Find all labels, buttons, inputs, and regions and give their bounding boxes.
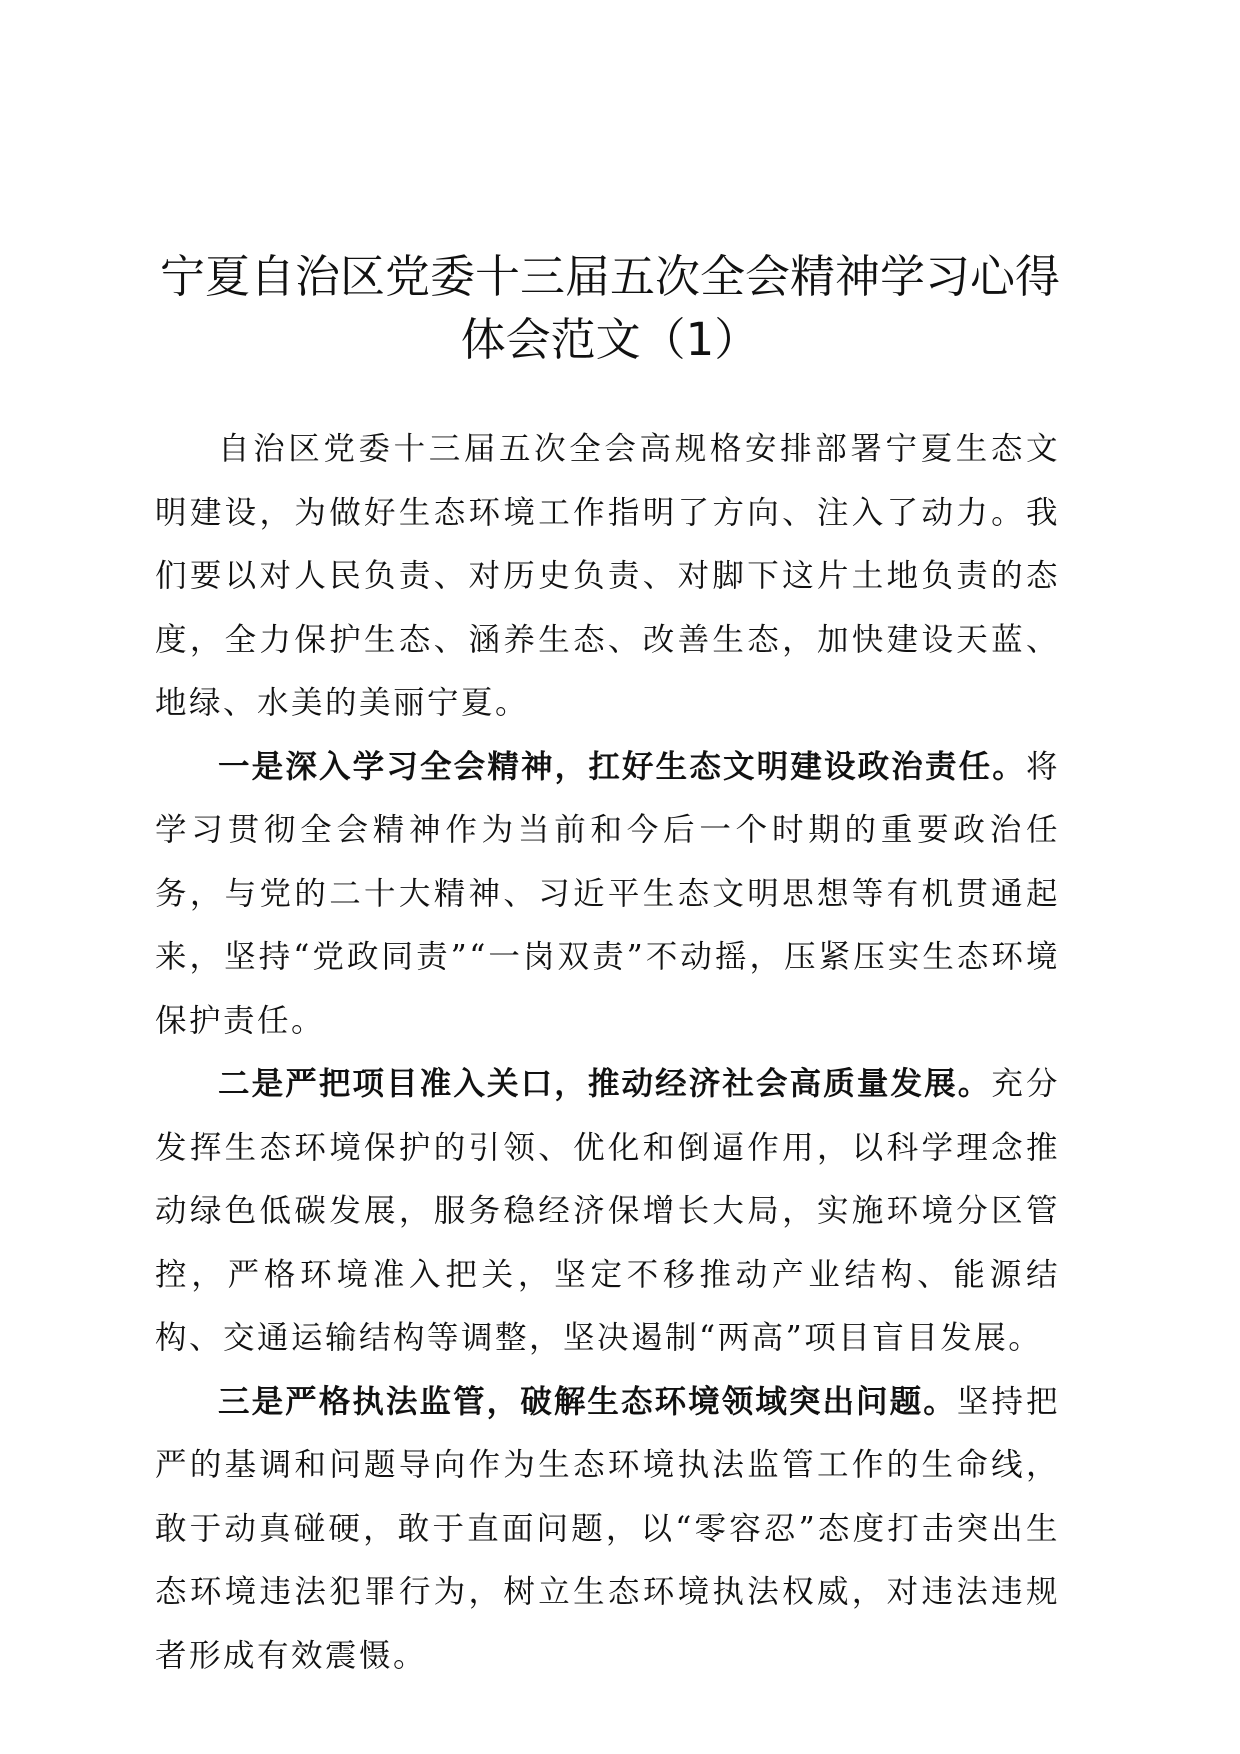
intro-paragraph: 自治区党委十三届五次全会高规格安排部署宁夏生态文明建设，为做好生态环境工作指明了方向、注入了动力。我们要以对人民负责、对历史负责、对脚下这片土地负责的态度，全力保护生态、涵养生态、改善生态，加快建设天蓝、地绿、水美的美丽宁夏。 <box>155 431 1060 721</box>
section-2-lead: 二是严把项目准入关口，推动经济社会高质量发展。 <box>218 1066 992 1102</box>
document-body <box>155 418 1060 1688</box>
section-3-text: 坚持把严的基调和问题导向作为生态环境执法监管工作的生命线，敢于动真碰硬，敢于直面问题，以“零容忍”态度打击突出生态环境违法犯罪行为，树立生态环境执法权威，对违法违规者形成有效震慑。 <box>155 1383 1060 1674</box>
title-line-1: 宁夏自治区党委十三届五次全会精神学习心得 <box>159 250 1060 303</box>
section-paragraph-3 <box>155 1371 1060 1689</box>
title-line-2: 体会范文（1） <box>460 313 760 366</box>
section-1-text: 将学习贯彻全会精神作为当前和今后一个时期的重要政治任务，与党的二十大精神、习近平生态文明思想等有机贯通起来，坚持“党政同责”“一岗双责”不动摇，压紧压实生态环境保护责任。 <box>155 748 1060 1039</box>
document-title <box>140 245 1080 371</box>
section-2-text: 充分发挥生态环境保护的引领、优化和倒逼作用，以科学理念推动绿色低碳发展，服务稳经济保增长大局，实施环境分区管控，严格环境准入把关，坚定不移推动产业结构、能源结构、交通运输结构等调整，坚决遏制“两高”项目盲目发展。 <box>155 1066 1060 1356</box>
section-3-lead: 三是严格执法监管，破解生态环境领域突出问题。 <box>218 1383 957 1420</box>
section-1-lead: 一是深入学习全会精神，扛好生态文明建设政治责任。 <box>218 748 1026 785</box>
section-paragraph-2 <box>155 1053 1060 1371</box>
section-paragraph-1 <box>155 736 1060 1054</box>
